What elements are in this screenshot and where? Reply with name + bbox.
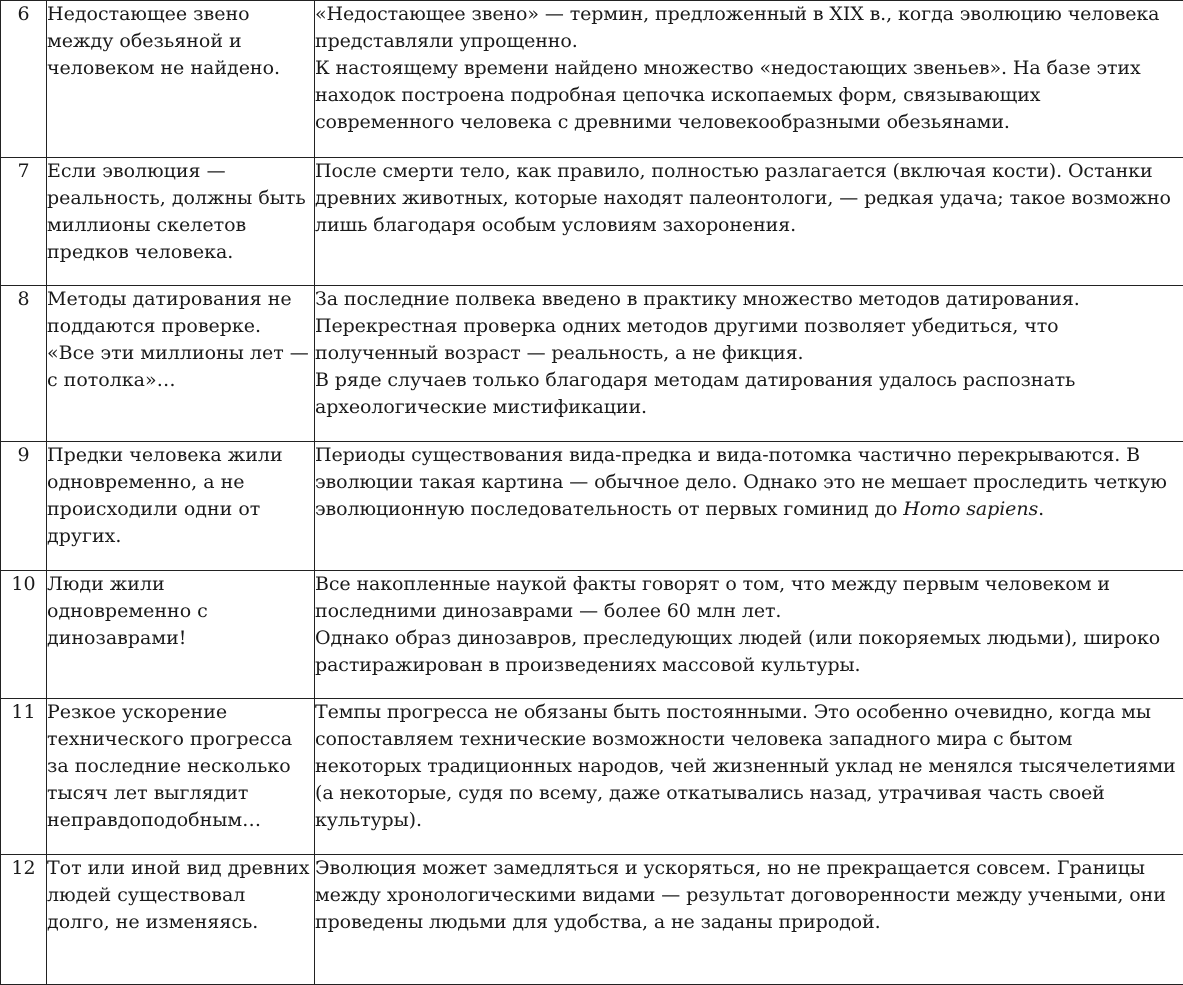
myth-text: Недостающее звено между обезьяной и человеком не найдено. xyxy=(47,1,315,158)
myth-text: Если эволюция — реальность, должны быть миллионы скелетов предков человека. xyxy=(47,158,315,286)
fact-text xyxy=(315,286,1183,442)
fact-paragraph: «Недостающее звено» — термин, предложенный в XIX в., когда эволюцию человека представляли упрощенно. xyxy=(315,3,1160,52)
fact-paragraph: Все накопленные наукой факты говорят о том, что между первым человеком и последними динозаврами — более 60 млн лет. xyxy=(315,573,1110,622)
fact-paragraph: Темпы прогресса не обязаны быть постоянными. Это особенно очевидно, когда мы сопоставляем технические возможности человека западного мира с бытом некоторых традиционных народов, чей жизненный уклад не менялся тысячелетиями (а некоторые, судя по всему, даже откатывались назад, утрачивая часть своей культуры). xyxy=(315,701,1176,831)
table-row xyxy=(1,442,1183,571)
fact-paragraph: Однако образ динозавров, преследующих людей (или покоряемых людьми), широко растиражирован в произведениях массовой культуры. xyxy=(315,627,1161,676)
table-row xyxy=(1,855,1183,985)
myth-text: Методы датирования не поддаются проверке. «Все эти миллионы лет — с потолка»… xyxy=(47,286,315,442)
fact-paragraph: После смерти тело, как правило, полностью разлагается (включая кости). Останки древних животных, которые находят палеонтологи, — редкая удача; такое возможно лишь благодаря особым условиям захоронения. xyxy=(315,160,1171,236)
table-row xyxy=(1,1,1183,158)
fact-paragraph: Периоды существования вида-предка и вида-потомка частично перекрываются. В эволюции такая картина — обычное дело. Однако это не мешает проследить четкую эволюционную последовательность от первых гоминид до Homo sapiens. xyxy=(315,444,1167,520)
fact-paragraph: Перекрестная проверка одних методов другими позволяет убедиться, что полученный возраст — реальность, а не фикция. xyxy=(315,315,1059,364)
fact-text xyxy=(315,1,1183,158)
table-row xyxy=(1,286,1183,442)
fact-paragraph: Эволюция может замедляться и ускоряться, но не прекращается совсем. Границы между хронологическими видами — результат договоренности между учеными, они проведены людьми для удобства, а не заданы природой. xyxy=(315,857,1166,933)
row-number: 10 xyxy=(1,571,47,699)
fact-text xyxy=(315,442,1183,571)
table-row xyxy=(1,158,1183,286)
myth-text: Тот или иной вид древних людей существовал долго, не изменяясь. xyxy=(47,855,315,985)
fact-paragraph: За последние полвека введено в практику множество методов датирования. xyxy=(315,288,1080,310)
fact-paragraph: К настоящему времени найдено множество «недостающих звеньев». На базе этих находок построена подробная цепочка ископаемых форм, связывающих современного человека с древними человекообразными обезьянами. xyxy=(315,57,1141,133)
table-row xyxy=(1,699,1183,855)
row-number: 8 xyxy=(1,286,47,442)
table-row xyxy=(1,571,1183,699)
fact-text xyxy=(315,855,1183,985)
myth-text: Люди жили одновременно с динозаврами! xyxy=(47,571,315,699)
fact-text xyxy=(315,699,1183,855)
fact-paragraph: В ряде случаев только благодаря методам датирования удалось распознать археологические мистификации. xyxy=(315,369,1076,418)
row-number: 9 xyxy=(1,442,47,571)
row-number: 12 xyxy=(1,855,47,985)
row-number: 7 xyxy=(1,158,47,286)
myth-text: Предки человека жили одновременно, а не происходили одни от других. xyxy=(47,442,315,571)
fact-text xyxy=(315,571,1183,699)
row-number: 11 xyxy=(1,699,47,855)
row-number: 6 xyxy=(1,1,47,158)
species-name: Homo sapiens xyxy=(903,498,1039,520)
myth-text: Резкое ускорение технического прогресса за последние несколько тысяч лет выглядит неправдоподобным… xyxy=(47,699,315,855)
fact-text xyxy=(315,158,1183,286)
